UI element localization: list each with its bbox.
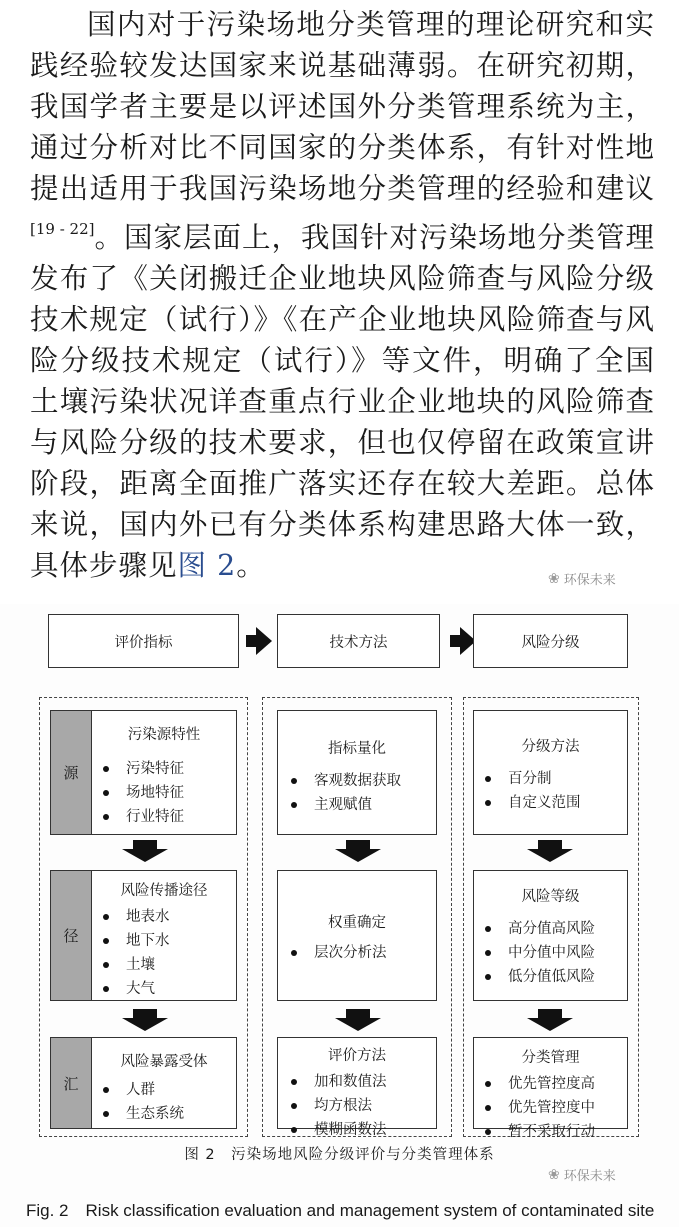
list-item: 优先管控度高 (482, 1072, 595, 1096)
list-item: 客观数据获取 (288, 769, 401, 793)
box-title: 评价方法 (328, 1048, 386, 1064)
list-item: 地下水 (100, 929, 170, 953)
box-risk-level (473, 870, 628, 1001)
side-label-receptor: 汇 (50, 1037, 92, 1129)
figure-reference-link[interactable]: 图 2 (177, 549, 237, 582)
watermark-text: 环保未来 (563, 1169, 616, 1184)
body-paragraph (30, 4, 655, 586)
box-title: 风险传播途径 (120, 883, 208, 899)
box-title: 分级方法 (521, 739, 580, 755)
list-item: 暂不采取行动 (482, 1120, 595, 1144)
list-item: 主观赋值 (288, 793, 401, 817)
list-item: 人群 (100, 1078, 184, 1102)
bullet-list (288, 769, 401, 817)
list-item: 优先管控度中 (482, 1096, 595, 1120)
bullet-list (482, 767, 581, 815)
box-grading-method (473, 710, 628, 835)
list-item: 污染特征 (100, 757, 184, 781)
header-label: 技术方法 (329, 634, 388, 651)
bullet-list (288, 1070, 387, 1142)
box-risk-pathway (91, 870, 237, 1001)
arrow-down-icon (122, 1009, 168, 1031)
bullet-list (482, 1072, 595, 1144)
watermark-bottom (548, 1165, 616, 1184)
box-title: 分类管理 (521, 1050, 580, 1066)
list-item: 加和数值法 (288, 1070, 387, 1094)
bullet-list (482, 917, 595, 989)
list-item: 自定义范围 (482, 791, 581, 815)
paragraph-text: 国内对于污染场地分类管理的理论研究和实践经验较发达国家来说基础薄弱。在研究初期，我国学者主要是以评述国外分类管理系统为主，通过分析对比不同国家的分类体系，有针对性地提出适用于我国污染场地分类管理的经验和建议 (30, 8, 655, 205)
paragraph-text-2: 。国家层面上，我国针对污染场地分类管理发布了《关闭搬迁企业地块风险筛查与风险分级技术规定（试行）》《在产企业地块风险筛查与风险分级技术规定（试行）》等文件，明确了全国土壤污染状况详查重点行业企业地块的风险筛查与风险分级的技术要求，但也仅停留在政策宣讲阶段，距离全面推广落实还存在较大差距。总体来说，国内外已有分类体系构建思路大体一致，具体步骤见 (30, 221, 655, 582)
list-item: 中分值中风险 (482, 941, 595, 965)
list-item: 行业特征 (100, 805, 184, 829)
box-title: 污染源特性 (127, 727, 201, 743)
box-exposure-receptor (91, 1037, 237, 1129)
arrow-down-icon (335, 840, 381, 862)
paragraph-end: 。 (236, 549, 266, 582)
wechat-logo-icon: ❀ (548, 1166, 560, 1183)
box-title: 风险暴露受体 (120, 1054, 208, 1070)
list-item: 百分制 (482, 767, 581, 791)
box-title: 权重确定 (328, 915, 386, 931)
list-item: 低分值低风险 (482, 965, 595, 989)
list-item: 均方根法 (288, 1094, 387, 1118)
box-title: 风险等级 (521, 889, 580, 905)
arrow-down-icon (527, 1009, 573, 1031)
list-item: 模糊函数法 (288, 1118, 387, 1142)
arrow-down-icon (122, 840, 168, 862)
side-label-pathway: 径 (50, 870, 92, 1001)
watermark-top (548, 569, 616, 588)
citation[interactable]: [19 - 22] (30, 220, 95, 238)
list-item: 土壤 (100, 953, 170, 977)
list-item: 生态系统 (100, 1102, 184, 1126)
list-item: 层次分析法 (288, 941, 387, 965)
bullet-list (100, 757, 184, 829)
wechat-logo-icon: ❀ (548, 570, 560, 587)
arrow-down-icon (335, 1009, 381, 1031)
figure-2 (0, 604, 679, 1227)
bullet-list (100, 905, 170, 1001)
bullet-list (100, 1078, 184, 1126)
header-evaluation-index (48, 614, 239, 668)
watermark-text: 环保未来 (563, 573, 616, 588)
side-label-source: 源 (50, 710, 92, 835)
header-label: 风险分级 (521, 634, 580, 651)
box-source-characteristics (91, 710, 237, 835)
figure-caption-chinese: 图 2 污染场地风险分级评价与分类管理体系 (184, 1147, 495, 1163)
list-item: 大气 (100, 977, 170, 1001)
arrow-right-icon (256, 627, 272, 655)
header-label: 评价指标 (114, 634, 173, 651)
list-item: 地表水 (100, 905, 170, 929)
bullet-list (288, 941, 387, 965)
arrow-down-icon (527, 840, 573, 862)
list-item: 高分值高风险 (482, 917, 595, 941)
box-classified-management (473, 1037, 628, 1140)
figure-caption-english: Fig. 2 Risk classification evaluation and management system of contaminated site (26, 1201, 655, 1220)
box-indicator-quantification (277, 710, 437, 835)
box-evaluation-method (277, 1037, 437, 1138)
box-title: 指标量化 (328, 741, 386, 757)
list-item: 场地特征 (100, 781, 184, 805)
header-technical-method (277, 614, 440, 668)
box-weight-determination (277, 870, 437, 1001)
header-risk-grading (473, 614, 628, 668)
